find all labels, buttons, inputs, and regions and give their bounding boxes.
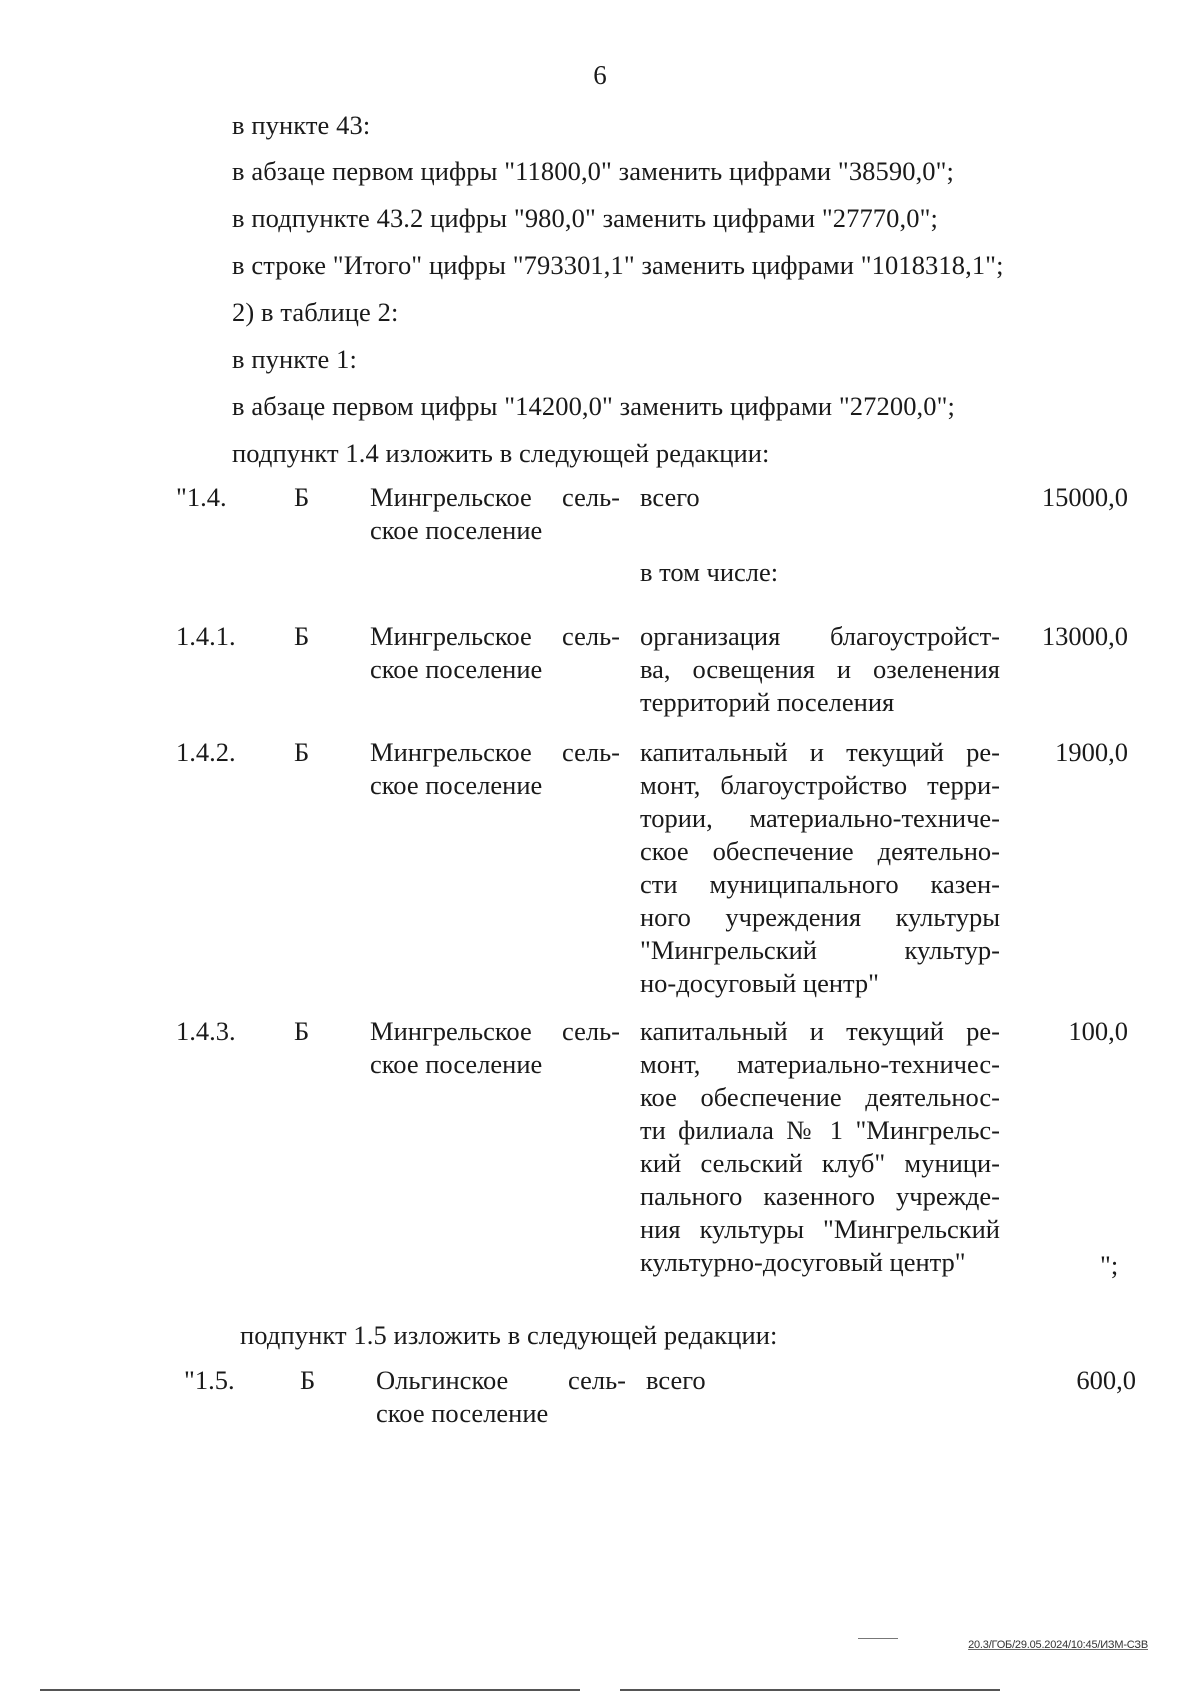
purpose-line: тории, материально-техниче- <box>640 803 1000 833</box>
purpose-line: в том числе: <box>640 557 779 587</box>
paragraph-item-1: в пункте 1: <box>232 344 357 374</box>
purpose-line: "Мингрельский культур- <box>640 935 1000 965</box>
purpose-line: всего <box>646 1365 706 1395</box>
row-amount: 600,0 <box>1076 1365 1136 1395</box>
row-recipient <box>370 1015 620 1081</box>
scan-edge-line <box>620 1689 1000 1691</box>
row-amount: 1900,0 <box>1055 737 1128 767</box>
purpose-line: ния культуры "Мингрельский <box>640 1214 1000 1244</box>
purpose-line: капитальный и текущий ре- <box>640 1016 1000 1046</box>
row-recipient <box>370 481 620 547</box>
closing-quote-mark: "; <box>1100 1250 1119 1280</box>
recipient-line: ское поселение <box>370 654 543 684</box>
row-purpose <box>640 1015 1000 1279</box>
row-recipient <box>370 736 620 802</box>
recipient-line: Ольгинское сель- <box>376 1365 626 1395</box>
row-number: "1.5. <box>184 1365 235 1395</box>
recipient-line: ское поселение <box>370 1049 543 1079</box>
purpose-line: культурно-досуговый центр" <box>640 1247 966 1277</box>
purpose-line: организация благоустройст- <box>640 621 1000 651</box>
purpose-line: кое обеспечение деятельнос- <box>640 1082 1000 1112</box>
paragraph-subitem-43-2: в подпункте 43.2 цифры "980,0" заменить цифрами "27770,0"; <box>232 203 938 233</box>
purpose-line: ва, освещения и озеленения <box>640 654 1000 684</box>
purpose-line: ское обеспечение деятельно- <box>640 836 1000 866</box>
recipient-line: Мингрельское сель- <box>370 482 620 512</box>
paragraph-table-2: 2) в таблице 2: <box>232 297 399 327</box>
paragraph-total-line: в строке "Итого" цифры "793301,1" заменить цифрами "1018318,1"; <box>232 250 1004 280</box>
recipient-line: ское поселение <box>370 515 543 545</box>
footer-dash <box>858 1638 898 1639</box>
row-code: Б <box>294 1016 310 1046</box>
row-amount: 13000,0 <box>1041 621 1128 651</box>
paragraph-abzac-first-1: в абзаце первом цифры "14200,0" заменить цифрами "27200,0"; <box>232 391 956 421</box>
row-code: Б <box>300 1365 316 1395</box>
paragraph-abzac-first-43: в абзаце первом цифры "11800,0" заменить цифрами "38590,0"; <box>232 156 955 186</box>
document-registration-code: 20.3/ГОБ/29.05.2024/10:45/ИЗМ-СЗВ <box>968 1639 1148 1651</box>
recipient-line: Мингрельское сель- <box>370 737 620 767</box>
row-purpose <box>640 736 1000 1000</box>
paragraph-subitem-1-5-intro: подпункт 1.5 изложить в следующей редакции: <box>240 1320 778 1350</box>
row-number: 1.4.1. <box>176 621 236 651</box>
recipient-line: Мингрельское сель- <box>370 621 620 651</box>
row-code: Б <box>294 737 310 767</box>
row-recipient <box>370 620 620 686</box>
paragraph-subitem-1-4-intro: подпункт 1.4 изложить в следующей редакции: <box>232 438 770 468</box>
purpose-line: ного учреждения культуры <box>640 902 1000 932</box>
purpose-line: сти муниципального казен- <box>640 869 1000 899</box>
purpose-line: монт, благоустройство терри- <box>640 770 1000 800</box>
row-purpose <box>646 1364 1006 1397</box>
scan-edge-line <box>40 1689 580 1691</box>
row-code: Б <box>294 482 310 512</box>
row-amount: 15000,0 <box>1041 482 1128 512</box>
recipient-line: ское поселение <box>370 770 543 800</box>
purpose-line: всего <box>640 482 700 512</box>
purpose-line: но-досуговый центр" <box>640 968 879 998</box>
purpose-line: пального казенного учрежде- <box>640 1181 1000 1211</box>
row-code: Б <box>294 621 310 651</box>
page-number: 6 <box>593 60 607 90</box>
purpose-line: ти филиала № 1 "Мингрельс- <box>640 1115 1000 1145</box>
row-purpose <box>640 556 1000 589</box>
purpose-line: кий сельский клуб" муници- <box>640 1148 1000 1178</box>
row-purpose <box>640 620 1000 719</box>
row-number: "1.4. <box>176 482 227 512</box>
recipient-line: Мингрельское сель- <box>370 1016 620 1046</box>
purpose-line: капитальный и текущий ре- <box>640 737 1000 767</box>
purpose-line: территорий поселения <box>640 687 895 717</box>
row-number: 1.4.2. <box>176 737 236 767</box>
row-purpose <box>640 481 1000 514</box>
row-amount: 100,0 <box>1068 1016 1128 1046</box>
row-number: 1.4.3. <box>176 1016 236 1046</box>
row-recipient <box>376 1364 626 1430</box>
purpose-line: монт, материально-техничес- <box>640 1049 1000 1079</box>
recipient-line: ское поселение <box>376 1398 549 1428</box>
paragraph-item-43: в пункте 43: <box>232 110 371 140</box>
